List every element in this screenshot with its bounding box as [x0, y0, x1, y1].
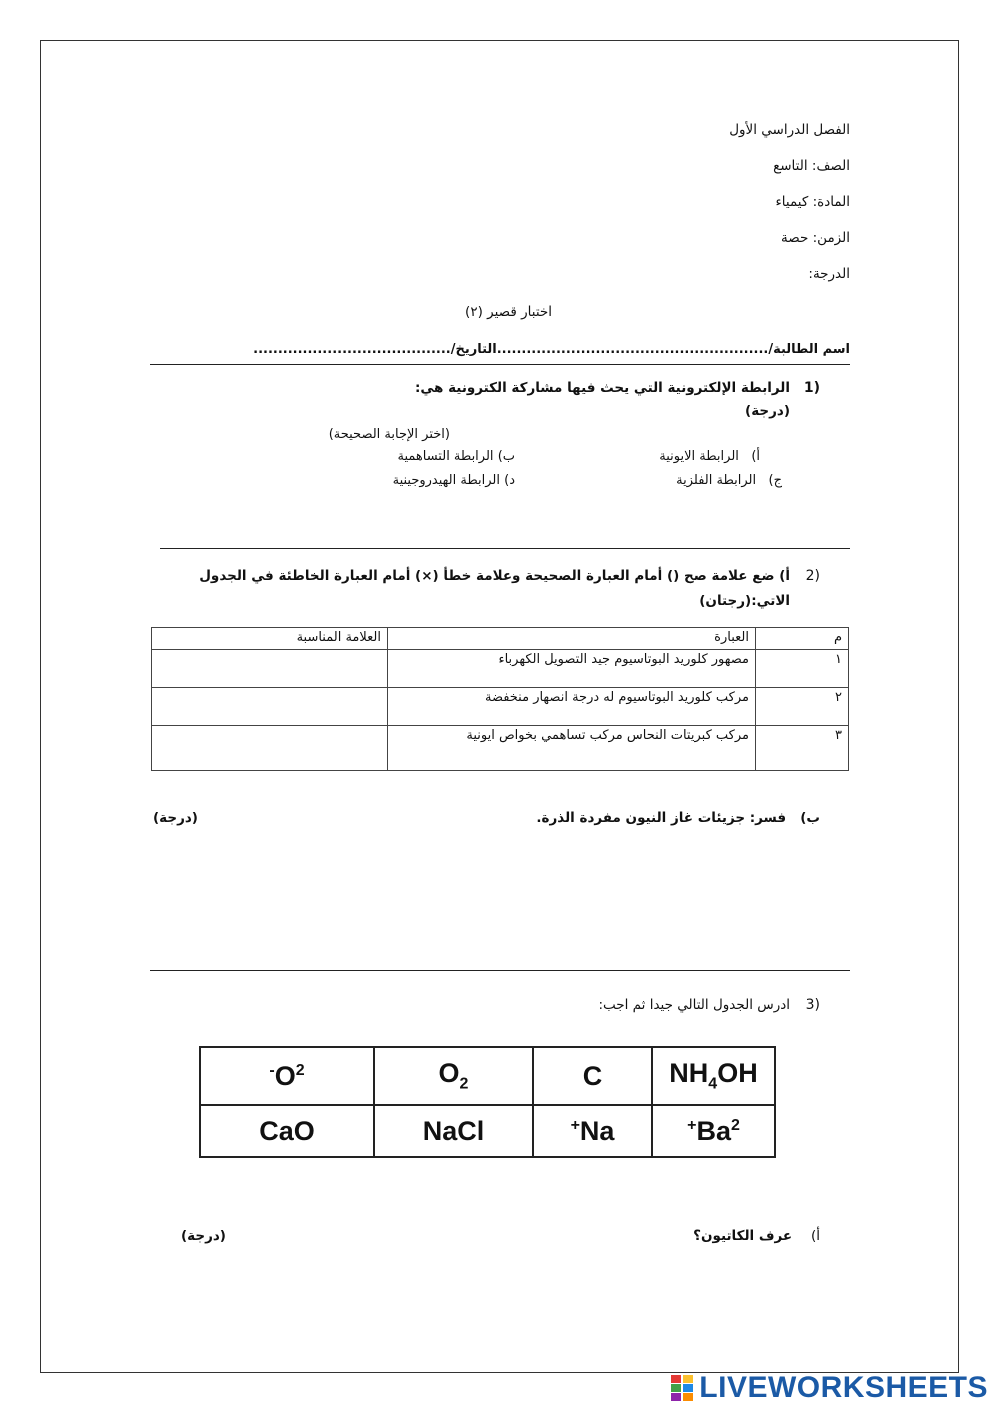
- q1-option-d[interactable]: [393, 473, 515, 488]
- q1-number: 1): [803, 380, 820, 396]
- q3-part-a: [693, 1228, 820, 1244]
- formula-ammonium-hydroxide: $NH_4OH$: [652, 1047, 775, 1105]
- formula-calcium-oxide: CaO: [200, 1105, 374, 1157]
- formula-sodium-chloride: NaCl: [374, 1105, 533, 1157]
- q2-part-b-points: (درجة): [153, 810, 198, 826]
- q2-part-b: [536, 810, 820, 826]
- row-mark-cell[interactable]: [152, 726, 388, 771]
- q1-points: (درجة): [745, 403, 790, 419]
- row-num: ١: [756, 650, 849, 688]
- table-row: [152, 650, 849, 688]
- q3-part-a-points: (درجة): [181, 1228, 226, 1244]
- formula-oxygen: $O_2$: [374, 1047, 533, 1105]
- part-b-text: فسر: جزيئات غاز النيون مفردة الذرة.: [536, 810, 787, 826]
- option-text: الرابطة الهيدروجينية: [392, 473, 500, 488]
- row-statement: مركب كلوريد البوتاسيوم له درجة انصهار منخفضة: [388, 688, 756, 726]
- q2-instruction-line1: أ) ضع علامة صح () أمام العبارة الصحيحة وعلامة خطأ (×) أمام العبارة الخاطئة في الجدول: [199, 568, 790, 584]
- formula-carbon: C: [533, 1047, 652, 1105]
- duration-text: الزمن: حصة: [781, 230, 850, 246]
- subject-text: المادة: كيمياء: [775, 194, 850, 210]
- table-row: [152, 726, 849, 771]
- row-statement: مصهور كلوريد البوتاسيوم جيد التصويل الكهرباء: [388, 650, 756, 688]
- q2-instruction-line2: الاتي:(رجتان): [699, 593, 790, 609]
- q1-option-b[interactable]: [397, 449, 515, 464]
- option-letter: د): [504, 473, 515, 488]
- part-b-label: ب): [800, 810, 820, 826]
- formula-oxide-ion: $^-O^2$: [200, 1047, 374, 1105]
- option-text: الرابطة الفلزية: [676, 473, 757, 488]
- row-mark-cell[interactable]: [152, 650, 388, 688]
- q3-instruction: ادرس الجدول التالي جيدا ثم اجب:: [598, 997, 790, 1013]
- student-name-date-line[interactable]: اسم الطالبة/.......................................................التاريخ/........................................: [253, 342, 850, 357]
- logo-text: LIVEWORKSHEETS: [699, 1371, 988, 1404]
- formula-sodium-ion: +Na: [533, 1105, 652, 1157]
- row-num: ٢: [756, 688, 849, 726]
- part-a-label: أ): [810, 1228, 820, 1244]
- option-letter: ب): [497, 449, 515, 464]
- divider: [150, 364, 850, 365]
- option-text: الرابطة التساهمية: [397, 449, 494, 464]
- true-false-table: [151, 627, 849, 771]
- option-text: الرابطة الايونية: [659, 449, 739, 464]
- q3-number: 3): [805, 997, 820, 1013]
- header-num: م: [756, 628, 849, 650]
- liveworksheets-logo[interactable]: [671, 1370, 988, 1406]
- header-statement: العبارة: [388, 628, 756, 650]
- q1-instruction: (اختر الإجابة الصحيحة): [328, 427, 450, 442]
- logo-blocks-icon: [671, 1375, 693, 1401]
- quiz-title: اختبار قصير (٢): [465, 304, 552, 320]
- q1-option-c[interactable]: [676, 473, 782, 488]
- row-mark-cell[interactable]: [152, 688, 388, 726]
- grade-text: الصف: التاسع: [773, 158, 850, 174]
- option-letter: أ): [751, 449, 760, 464]
- table-row: [200, 1105, 775, 1157]
- part-a-text: عرف الكاتيون؟: [693, 1228, 793, 1244]
- q1-option-a[interactable]: [659, 449, 760, 464]
- divider: [150, 970, 850, 971]
- table-header-row: [152, 628, 849, 650]
- q1-question: الرابطة الإلكترونية التي يحث فيها مشاركة الكترونية هي:: [415, 380, 790, 396]
- header-mark: العلامة المناسبة: [152, 628, 388, 650]
- option-letter: ج): [768, 473, 782, 488]
- row-num: ٣: [756, 726, 849, 771]
- score-text: الدرجة:: [808, 266, 850, 282]
- q2-number: 2): [805, 568, 820, 584]
- table-row: [200, 1047, 775, 1105]
- divider: [160, 548, 850, 549]
- ions-table: [199, 1046, 776, 1158]
- row-statement: مركب كبريتات النحاس مركب تساهمي بخواص ايونية: [388, 726, 756, 771]
- table-row: [152, 688, 849, 726]
- formula-barium-ion: +Ba$^2$: [652, 1105, 775, 1157]
- semester-text: الفصل الدراسي الأول: [729, 122, 850, 138]
